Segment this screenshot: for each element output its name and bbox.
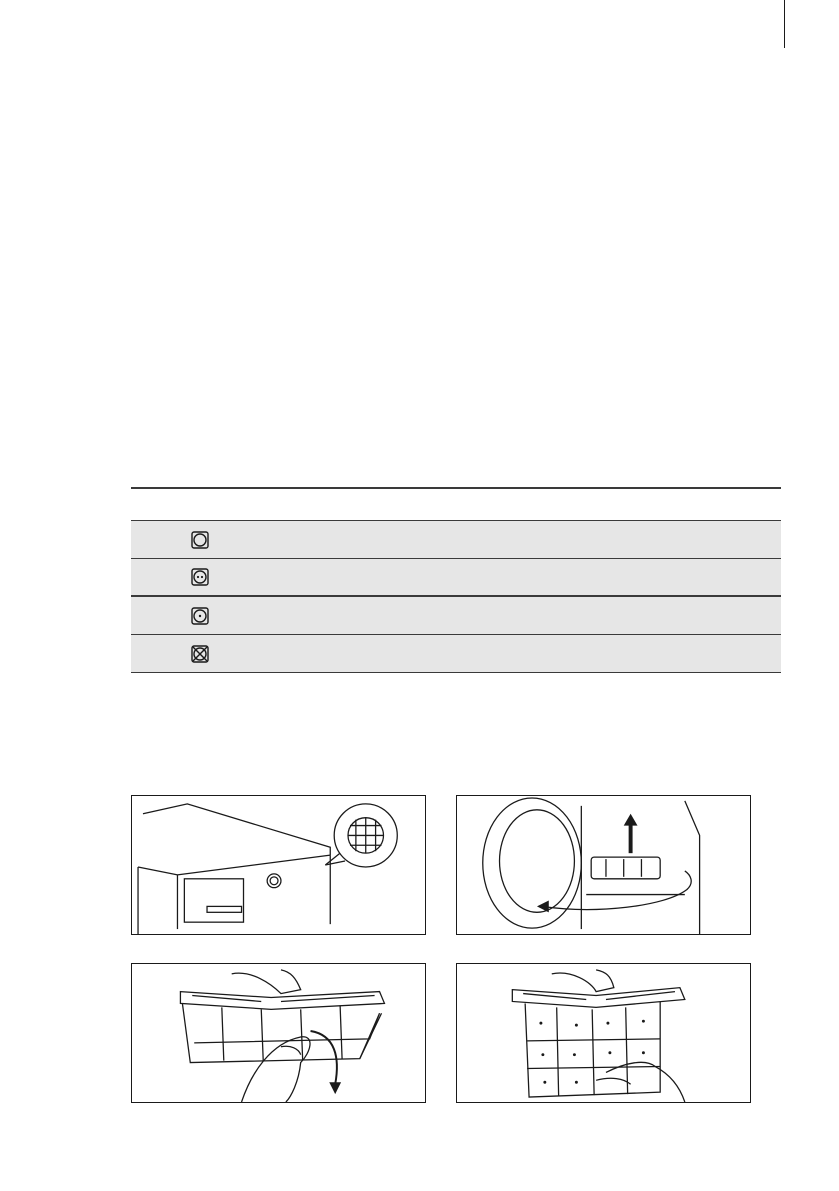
figure-filter-indicator — [131, 795, 426, 935]
table-row — [131, 559, 781, 597]
do-not-tumble-dry-icon — [191, 645, 209, 663]
margin-rule — [784, 0, 785, 48]
open-filter-icon — [132, 964, 425, 1102]
tumble-dry-low-heat-icon — [191, 607, 209, 625]
table-row — [131, 597, 781, 635]
tumble-dry-normal-heat-icon — [191, 568, 209, 586]
clean-filter-icon — [457, 964, 750, 1102]
figure-open-filter — [131, 963, 426, 1103]
table-row — [131, 635, 781, 673]
open-door-remove-filter-icon — [457, 796, 750, 934]
table-row — [131, 521, 781, 559]
table-header-row — [131, 489, 781, 521]
filter-cleaning-indicator-icon — [132, 796, 425, 934]
care-symbol-table — [131, 487, 781, 673]
tumble-dry-symbol-icon — [191, 531, 209, 549]
figure-remove-filter — [456, 795, 751, 935]
figure-clean-filter — [456, 963, 751, 1103]
